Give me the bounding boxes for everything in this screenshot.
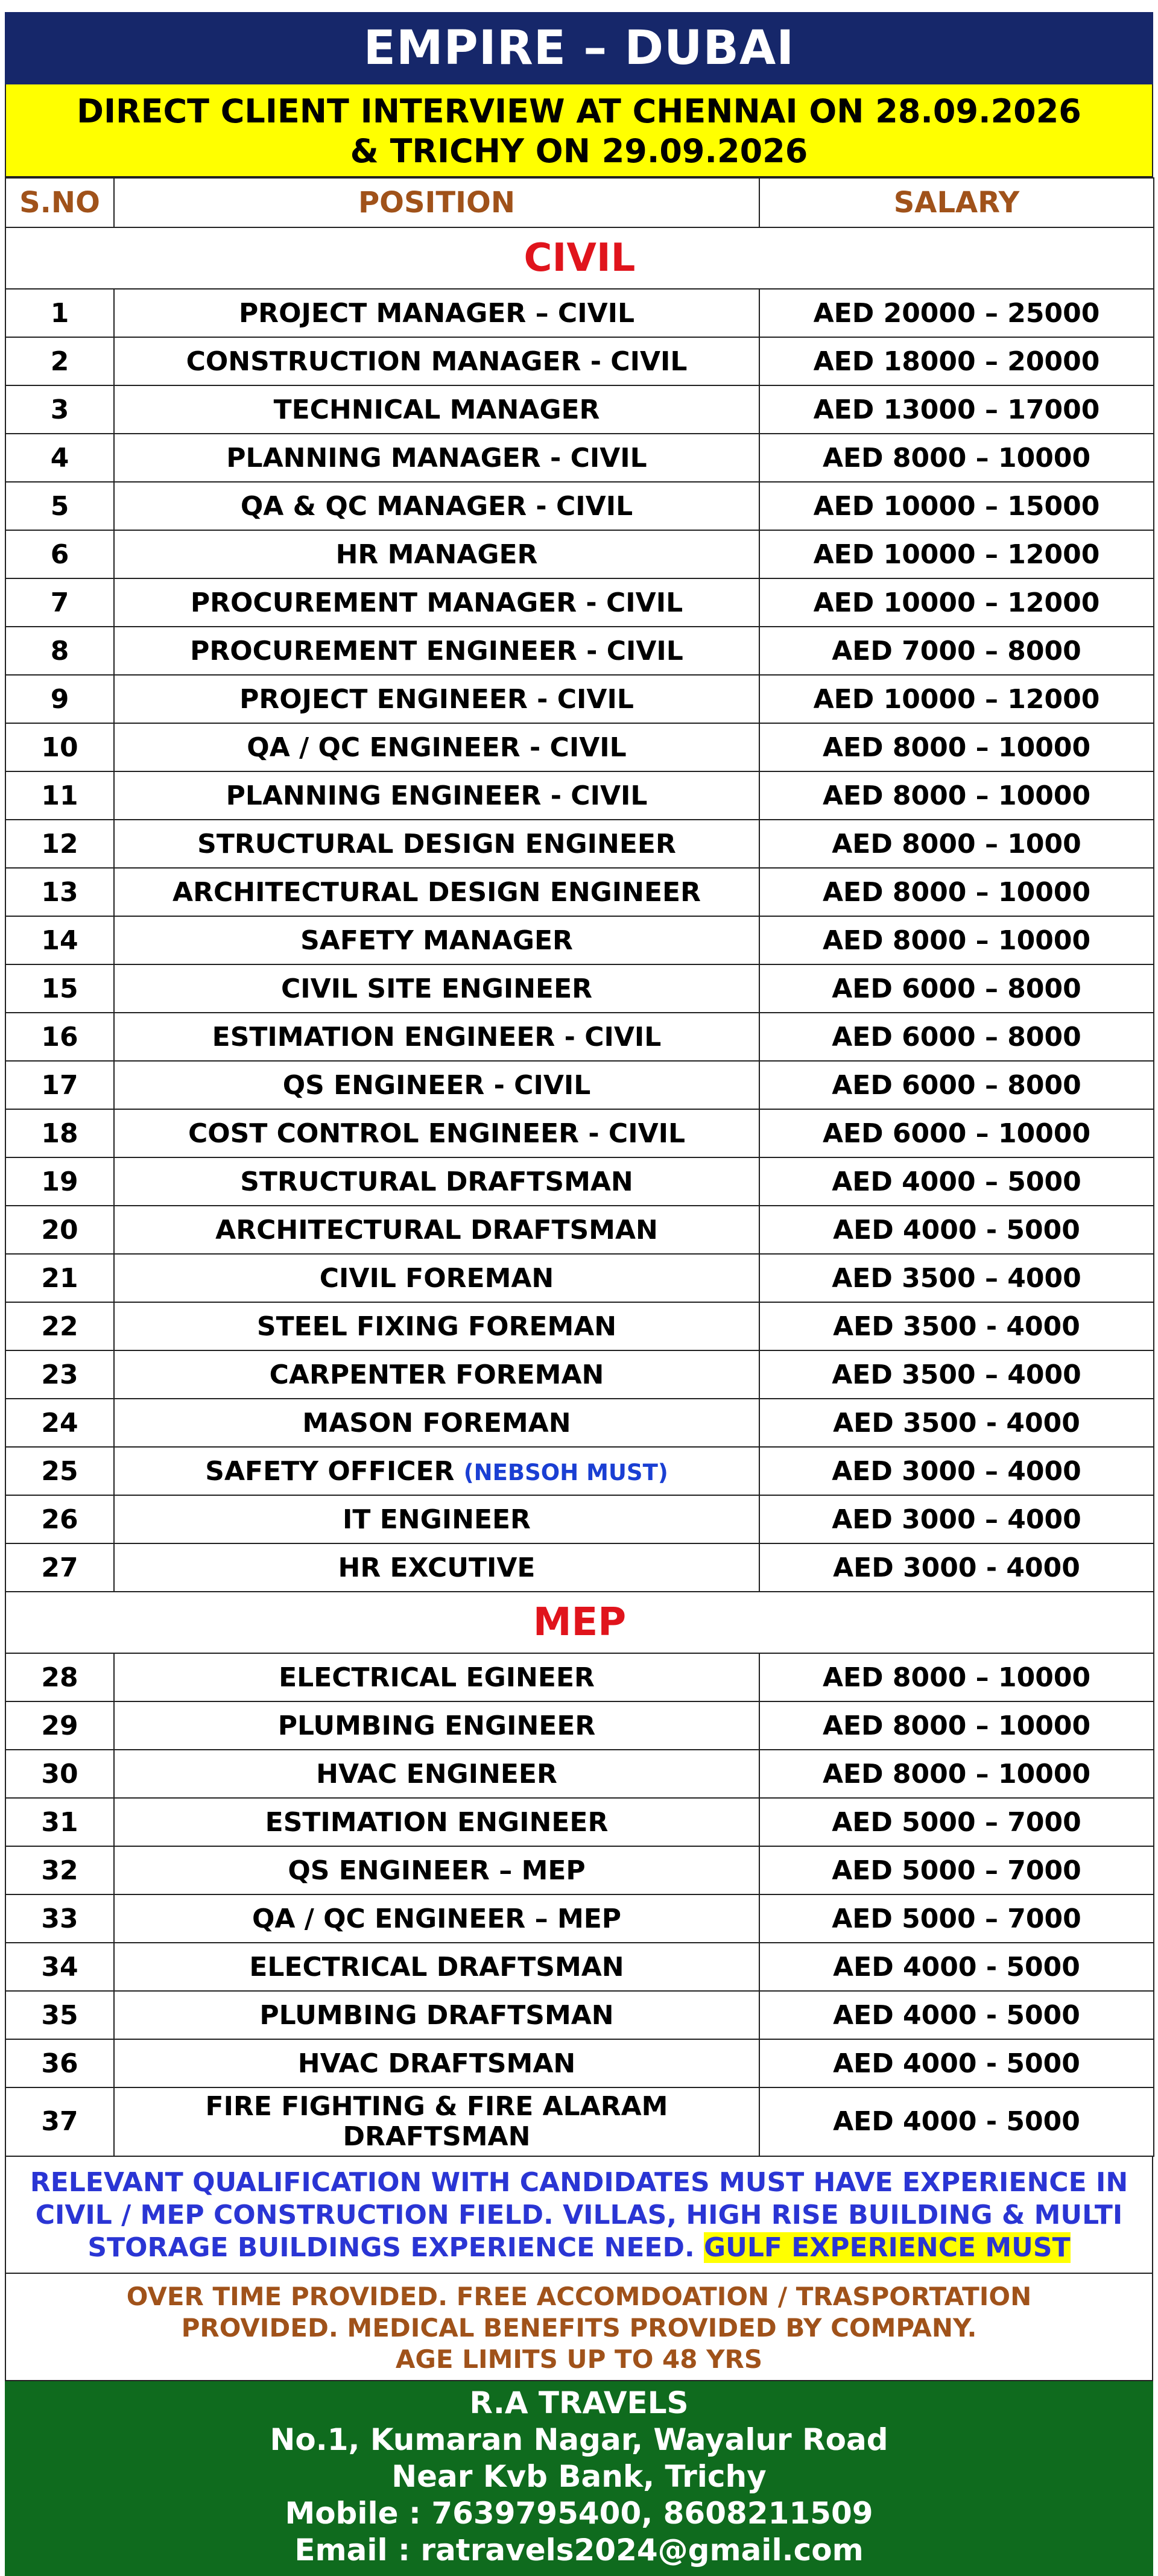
table-row — [5, 723, 1154, 771]
row-position — [114, 434, 759, 482]
position-title: QA / QC ENGINEER - CIVIL — [247, 732, 627, 763]
row-position — [114, 1447, 759, 1495]
row-sno: 18 — [5, 1109, 114, 1157]
table-row — [5, 868, 1154, 916]
position-title: ELECTRICAL EGINEER — [279, 1662, 595, 1693]
row-position — [114, 2087, 759, 2156]
row-position — [114, 1013, 759, 1061]
row-sno: 3 — [5, 385, 114, 434]
benefits-line-2: PROVIDED. MEDICAL BENEFITS PROVIDED BY COMPANY. — [181, 2313, 977, 2343]
row-salary: AED 5000 – 7000 — [759, 1846, 1154, 1894]
row-position — [114, 1894, 759, 1943]
position-title: HR EXCUTIVE — [338, 1552, 536, 1583]
interview-banner — [5, 84, 1153, 177]
row-position — [114, 1061, 759, 1109]
table-row — [5, 1254, 1154, 1302]
row-salary: AED 18000 – 20000 — [759, 337, 1154, 385]
row-position — [114, 337, 759, 385]
position-title: PROCUREMENT MANAGER - CIVIL — [190, 587, 683, 618]
row-position — [114, 627, 759, 675]
row-salary: AED 6000 – 10000 — [759, 1109, 1154, 1157]
row-salary: AED 13000 – 17000 — [759, 385, 1154, 434]
row-sno: 17 — [5, 1061, 114, 1109]
position-title: COST CONTROL ENGINEER - CIVIL — [188, 1118, 686, 1149]
table-row — [5, 2087, 1154, 2156]
row-sno: 16 — [5, 1013, 114, 1061]
position-title: ARCHITECTURAL DESIGN ENGINEER — [172, 876, 701, 908]
row-salary: AED 8000 – 10000 — [759, 1701, 1154, 1750]
position-title: PROJECT ENGINEER - CIVIL — [239, 683, 634, 715]
section-row-civil — [5, 227, 1154, 289]
row-position — [114, 675, 759, 723]
position-title: HVAC DRAFTSMAN — [297, 2048, 576, 2079]
table-row — [5, 1701, 1154, 1750]
table-header-row — [5, 178, 1154, 227]
row-salary: AED 10000 – 12000 — [759, 578, 1154, 627]
poster-title: EMPIRE – DUBAI — [5, 0, 1153, 84]
row-sno: 25 — [5, 1447, 114, 1495]
position-title: IT ENGINEER — [343, 1504, 531, 1535]
address-line-2: Near Kvb Bank, Trichy — [391, 2459, 767, 2494]
column-header-sno: S.NO — [5, 178, 114, 227]
row-sno: 34 — [5, 1943, 114, 1991]
position-title: CARPENTER FOREMAN — [269, 1359, 604, 1390]
row-sno: 10 — [5, 723, 114, 771]
table-row — [5, 1157, 1154, 1206]
row-sno: 5 — [5, 482, 114, 530]
table-row — [5, 1894, 1154, 1943]
row-salary: AED 8000 – 10000 — [759, 434, 1154, 482]
row-sno: 12 — [5, 820, 114, 868]
vacancy-table — [5, 177, 1154, 2157]
position-title: SAFETY OFFICER — [205, 1455, 455, 1487]
table-row — [5, 1495, 1154, 1543]
table-row — [5, 1013, 1154, 1061]
column-header-position: POSITION — [114, 178, 759, 227]
table-row — [5, 2039, 1154, 2087]
table-row — [5, 1109, 1154, 1157]
row-salary: AED 4000 - 5000 — [759, 2087, 1154, 2156]
position-title: STRUCTURAL DRAFTSMAN — [240, 1166, 633, 1197]
email-address: Email : ratravels2024@gmail.com — [294, 2533, 864, 2568]
interview-line-2: & TRICHY ON 29.09.2026 — [350, 132, 808, 170]
table-row — [5, 1543, 1154, 1592]
row-salary: AED 3000 - 4000 — [759, 1543, 1154, 1592]
row-salary: AED 3500 - 4000 — [759, 1302, 1154, 1350]
row-position — [114, 1350, 759, 1399]
position-requirement-note: (NEBSOH MUST) — [463, 1459, 668, 1486]
row-salary: AED 10000 – 12000 — [759, 530, 1154, 578]
contact-footer — [5, 2381, 1153, 2576]
table-row — [5, 337, 1154, 385]
position-title: SAFETY MANAGER — [300, 925, 573, 956]
table-row — [5, 1399, 1154, 1447]
row-salary: AED 5000 – 7000 — [759, 1894, 1154, 1943]
row-sno: 9 — [5, 675, 114, 723]
row-sno: 20 — [5, 1206, 114, 1254]
table-row — [5, 1061, 1154, 1109]
table-row — [5, 627, 1154, 675]
position-title: PLANNING MANAGER - CIVIL — [226, 442, 647, 473]
row-position — [114, 289, 759, 337]
row-sno: 27 — [5, 1543, 114, 1592]
row-position — [114, 482, 759, 530]
table-row — [5, 1302, 1154, 1350]
column-header-salary: SALARY — [759, 178, 1154, 227]
table-row — [5, 1350, 1154, 1399]
row-salary: AED 8000 – 10000 — [759, 1750, 1154, 1798]
row-position — [114, 578, 759, 627]
position-title: PLUMBING ENGINEER — [277, 1710, 596, 1741]
row-salary: AED 8000 – 10000 — [759, 723, 1154, 771]
row-position — [114, 1991, 759, 2039]
position-title: PROCUREMENT ENGINEER - CIVIL — [190, 635, 683, 666]
row-salary: AED 3500 – 4000 — [759, 1254, 1154, 1302]
row-salary: AED 5000 – 7000 — [759, 1798, 1154, 1846]
position-title: PROJECT MANAGER – CIVIL — [238, 297, 635, 329]
row-sno: 13 — [5, 868, 114, 916]
table-row — [5, 530, 1154, 578]
qualification-text: RELEVANT QUALIFICATION WITH CANDIDATES MUST HAVE EXPERIENCE IN CIVIL / MEP CONSTRUCTION FIELD. VILLAS, HIGH RISE BUILDING & MULTI STORAGE BUILDINGS EXPERIENCE NEED. — [30, 2167, 1128, 2263]
section-heading-civil: CIVIL — [5, 227, 1154, 289]
position-title: PLANNING ENGINEER - CIVIL — [226, 780, 648, 811]
row-sno: 28 — [5, 1653, 114, 1701]
row-position — [114, 1701, 759, 1750]
row-position — [114, 2039, 759, 2087]
table-row — [5, 916, 1154, 964]
table-row — [5, 289, 1154, 337]
benefits-line-3: AGE LIMITS UP TO 48 YRS — [395, 2344, 763, 2374]
position-title: CONSTRUCTION MANAGER - CIVIL — [186, 346, 688, 377]
row-sno: 35 — [5, 1991, 114, 2039]
row-sno: 31 — [5, 1798, 114, 1846]
row-salary: AED 7000 – 8000 — [759, 627, 1154, 675]
position-title: ESTIMATION ENGINEER - CIVIL — [212, 1021, 662, 1052]
position-title: FIRE FIGHTING & FIRE ALARAM DRAFTSMAN — [205, 2091, 668, 2152]
agency-name: R.A TRAVELS — [469, 2385, 689, 2420]
row-sno: 36 — [5, 2039, 114, 2087]
gulf-experience-highlight: GULF EXPERIENCE MUST — [704, 2232, 1071, 2263]
row-position — [114, 1543, 759, 1592]
position-title: HVAC ENGINEER — [316, 1758, 557, 1790]
row-sno: 26 — [5, 1495, 114, 1543]
benefits-line-1: OVER TIME PROVIDED. FREE ACCOMDOATION / TRASPORTATION — [126, 2282, 1032, 2311]
table-row — [5, 385, 1154, 434]
row-position — [114, 868, 759, 916]
table-row — [5, 771, 1154, 820]
row-salary: AED 6000 – 8000 — [759, 1013, 1154, 1061]
row-position — [114, 1846, 759, 1894]
row-salary: AED 4000 - 5000 — [759, 1206, 1154, 1254]
row-sno: 24 — [5, 1399, 114, 1447]
row-position — [114, 1206, 759, 1254]
row-sno: 2 — [5, 337, 114, 385]
row-sno: 11 — [5, 771, 114, 820]
position-title: TECHNICAL MANAGER — [273, 394, 600, 425]
row-position — [114, 385, 759, 434]
row-position — [114, 1157, 759, 1206]
table-row — [5, 578, 1154, 627]
table-row — [5, 1206, 1154, 1254]
row-sno: 15 — [5, 964, 114, 1013]
table-row — [5, 1991, 1154, 2039]
table-row — [5, 820, 1154, 868]
row-salary: AED 6000 – 8000 — [759, 1061, 1154, 1109]
row-salary: AED 8000 – 10000 — [759, 771, 1154, 820]
qualification-note — [5, 2157, 1153, 2274]
position-title: ESTIMATION ENGINEER — [265, 1806, 609, 1838]
row-position — [114, 530, 759, 578]
row-sno: 37 — [5, 2087, 114, 2156]
row-salary: AED 4000 - 5000 — [759, 1943, 1154, 1991]
row-salary: AED 3000 – 4000 — [759, 1495, 1154, 1543]
row-salary: AED 20000 – 25000 — [759, 289, 1154, 337]
table-row — [5, 1447, 1154, 1495]
position-title: QA / QC ENGINEER – MEP — [252, 1903, 622, 1934]
section-heading-mep: MEP — [5, 1592, 1154, 1653]
position-title: CIVIL SITE ENGINEER — [280, 973, 593, 1004]
row-salary: AED 4000 - 5000 — [759, 1991, 1154, 2039]
position-title: QA & QC MANAGER - CIVIL — [240, 490, 633, 522]
section-row-mep — [5, 1592, 1154, 1653]
position-title: STEEL FIXING FOREMAN — [256, 1311, 617, 1342]
mobile-numbers: Mobile : 7639795400, 8608211509 — [285, 2496, 873, 2531]
table-row — [5, 434, 1154, 482]
row-position — [114, 916, 759, 964]
row-salary: AED 8000 – 10000 — [759, 868, 1154, 916]
table-row — [5, 1653, 1154, 1701]
row-position — [114, 1798, 759, 1846]
row-sno: 6 — [5, 530, 114, 578]
row-salary: AED 4000 – 5000 — [759, 1157, 1154, 1206]
row-sno: 14 — [5, 916, 114, 964]
row-salary: AED 8000 – 10000 — [759, 1653, 1154, 1701]
row-salary: AED 8000 – 1000 — [759, 820, 1154, 868]
row-position — [114, 1254, 759, 1302]
position-title: CIVIL FOREMAN — [319, 1262, 554, 1294]
row-sno: 19 — [5, 1157, 114, 1206]
row-sno: 23 — [5, 1350, 114, 1399]
row-sno: 29 — [5, 1701, 114, 1750]
row-sno: 8 — [5, 627, 114, 675]
address-line-1: No.1, Kumaran Nagar, Wayalur Road — [270, 2422, 888, 2457]
job-poster — [5, 0, 1153, 2576]
row-position — [114, 723, 759, 771]
table-row — [5, 964, 1154, 1013]
row-position — [114, 1653, 759, 1701]
row-position — [114, 1943, 759, 1991]
position-title: PLUMBING DRAFTSMAN — [259, 1999, 614, 2031]
row-salary: AED 3000 – 4000 — [759, 1447, 1154, 1495]
row-position — [114, 1302, 759, 1350]
position-title: STRUCTURAL DESIGN ENGINEER — [197, 828, 676, 859]
row-sno: 7 — [5, 578, 114, 627]
table-row — [5, 1750, 1154, 1798]
position-title: HR MANAGER — [335, 539, 538, 570]
row-salary: AED 3500 – 4000 — [759, 1350, 1154, 1399]
table-row — [5, 675, 1154, 723]
row-position — [114, 820, 759, 868]
position-title: ELECTRICAL DRAFTSMAN — [249, 1951, 624, 1983]
table-row — [5, 1798, 1154, 1846]
benefits-note — [5, 2274, 1153, 2381]
row-sno: 21 — [5, 1254, 114, 1302]
row-sno: 33 — [5, 1894, 114, 1943]
row-salary: AED 8000 – 10000 — [759, 916, 1154, 964]
row-salary: AED 10000 – 12000 — [759, 675, 1154, 723]
table-row — [5, 1846, 1154, 1894]
row-salary: AED 10000 – 15000 — [759, 482, 1154, 530]
position-title: QS ENGINEER – MEP — [288, 1855, 586, 1886]
row-position — [114, 1750, 759, 1798]
interview-line-1: DIRECT CLIENT INTERVIEW AT CHENNAI ON 28.09.2026 — [77, 92, 1081, 130]
row-sno: 30 — [5, 1750, 114, 1798]
row-position — [114, 1399, 759, 1447]
table-row — [5, 482, 1154, 530]
table-row — [5, 1943, 1154, 1991]
row-sno: 32 — [5, 1846, 114, 1894]
row-salary: AED 3500 - 4000 — [759, 1399, 1154, 1447]
row-salary: AED 4000 - 5000 — [759, 2039, 1154, 2087]
row-position — [114, 1495, 759, 1543]
position-title: ARCHITECTURAL DRAFTSMAN — [215, 1214, 658, 1245]
row-sno: 22 — [5, 1302, 114, 1350]
position-title: MASON FOREMAN — [302, 1407, 571, 1438]
row-position — [114, 771, 759, 820]
row-sno: 4 — [5, 434, 114, 482]
row-sno: 1 — [5, 289, 114, 337]
row-salary: AED 6000 – 8000 — [759, 964, 1154, 1013]
row-position — [114, 964, 759, 1013]
row-position — [114, 1109, 759, 1157]
position-title: QS ENGINEER - CIVIL — [282, 1069, 591, 1101]
